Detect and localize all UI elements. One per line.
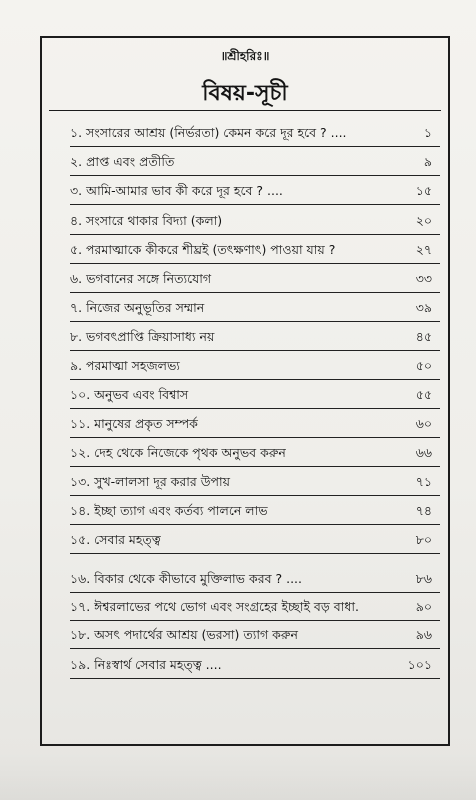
toc-page-number: ৩৯ (415, 300, 432, 315)
toc-page-number: ২৭ (415, 242, 432, 257)
toc-row (70, 268, 436, 290)
invocation-header: ॥শ্রীহরিঃ॥ (220, 49, 270, 63)
toc-row-divider (70, 263, 440, 264)
toc-row (70, 654, 436, 676)
toc-page-number: ১ (423, 125, 432, 140)
toc-row (70, 239, 436, 261)
toc-row (70, 297, 436, 319)
toc-row (70, 596, 436, 618)
toc-row (70, 624, 436, 646)
toc-row-divider (70, 146, 440, 147)
toc-row (70, 355, 436, 377)
toc-row-divider (70, 379, 440, 380)
toc-page-number: ৪৫ (415, 329, 432, 344)
toc-page-number: ৭৪ (415, 503, 432, 518)
toc-row-divider (70, 292, 440, 293)
toc-row (70, 122, 436, 144)
toc-row-divider (70, 620, 440, 621)
toc-row (70, 442, 436, 464)
toc-row-divider (70, 204, 440, 205)
toc-entry-title: ৩. আমি-আমার ভাব কী করে দূর হবে ? .... (70, 183, 283, 198)
toc-entry-title: ১৩. সুখ-লালসা দূর করার উপায় (70, 474, 230, 489)
toc-entry-title: ১১. মানুষের প্রকৃত সম্পর্ক (70, 416, 198, 431)
toc-page-number: ৯৬ (415, 627, 432, 642)
toc-row-divider (70, 437, 440, 438)
toc-entry-title: ১২. দেহ থেকে নিজেকে পৃথক অনুভব করুন (70, 445, 286, 460)
toc-row-divider (70, 592, 440, 593)
toc-page-number: ৫৫ (415, 387, 432, 402)
toc-page-number: ৯০ (415, 599, 432, 614)
toc-entry-title: ২. প্রাপ্ত এবং প্রতীতি (70, 154, 175, 169)
toc-entry-title: ১৬. বিকার থেকে কীভাবে মুক্তিলাভ করব ? .... (70, 571, 302, 586)
toc-page-number: ৭১ (415, 474, 432, 489)
toc-page-number: ৮৬ (415, 571, 432, 586)
title-divider (49, 110, 441, 111)
toc-entry-title: ৮. ভগবৎপ্রাপ্তি ক্রিয়াসাধ্য নয় (70, 329, 215, 344)
toc-entry-title: ৭. নিজের অনুভূতির সম্মান (70, 300, 205, 315)
toc-page-number: ১০১ (407, 657, 432, 672)
toc-page-number: ৬৬ (415, 445, 432, 460)
toc-entry-title: ৬. ভগবানের সঙ্গে নিত্যযোগ (70, 271, 212, 286)
toc-page-number: ৩৩ (415, 271, 432, 286)
toc-entry-title: ১. সংসারের আশ্রয় (নির্ভরতা) কেমন করে দূর হবে ? .... (70, 125, 347, 140)
page-title: বিষয়-সূচী (202, 81, 288, 106)
toc-page-number: ৫০ (415, 358, 432, 373)
toc-row (70, 471, 436, 493)
toc-row-divider (70, 234, 440, 235)
toc-page-number: ৯ (423, 154, 432, 169)
toc-row-divider (70, 648, 440, 649)
toc-row-divider (70, 350, 440, 351)
toc-page-number: ৮০ (415, 532, 432, 547)
toc-entry-title: ১০. অনুভব এবং বিশ্বাস (70, 387, 189, 402)
toc-row (70, 326, 436, 348)
toc-row-divider (70, 524, 440, 525)
toc-entry-title: ৫. পরমাত্মাকে কীকরে শীঘ্রই (তৎক্ষণাৎ) পাওয়া যায় ? (70, 242, 336, 257)
toc-page-number: ৬০ (415, 416, 432, 431)
toc-entry-title: ৪. সংসারে থাকার বিদ্যা (কলা) (70, 213, 223, 228)
toc-entry-title: ১৯. নিঃস্বার্থ সেবার মহত্ত্ব .... (70, 657, 222, 672)
toc-row-divider (70, 495, 440, 496)
page-shadow (0, 752, 476, 800)
toc-row (70, 529, 436, 551)
toc-page-number: ১৫ (415, 183, 432, 198)
toc-row (70, 413, 436, 435)
toc-row (70, 151, 436, 173)
toc-entry-title: ৯. পরমাত্মা সহজলভ্য (70, 358, 180, 373)
toc-row (70, 384, 436, 406)
toc-row (70, 568, 436, 590)
toc-row (70, 500, 436, 522)
toc-row (70, 180, 436, 202)
toc-page-number: ২০ (415, 213, 432, 228)
page-border (40, 36, 450, 746)
toc-row-divider (70, 321, 440, 322)
toc-entry-title: ১৮. অসৎ পদার্থের আশ্রয় (ভরসা) ত্যাগ করুন (70, 627, 298, 642)
toc-row-divider (70, 466, 440, 467)
toc-entry-title: ১৫. সেবার মহত্ত্ব (70, 532, 161, 547)
toc-row-divider (70, 408, 440, 409)
toc-entry-title: ১৭. ঈশ্বরলাভের পথে ভোগ এবং সংগ্রহের ইচ্ছাই বড় বাধা. (70, 599, 359, 614)
toc-row (70, 210, 436, 232)
toc-row-divider (70, 175, 440, 176)
toc-row-divider (70, 678, 440, 679)
toc-row-divider (70, 553, 440, 554)
toc-entry-title: ১৪. ইচ্ছা ত্যাগ এবং কর্তব্য পালনে লাভ (70, 503, 268, 518)
